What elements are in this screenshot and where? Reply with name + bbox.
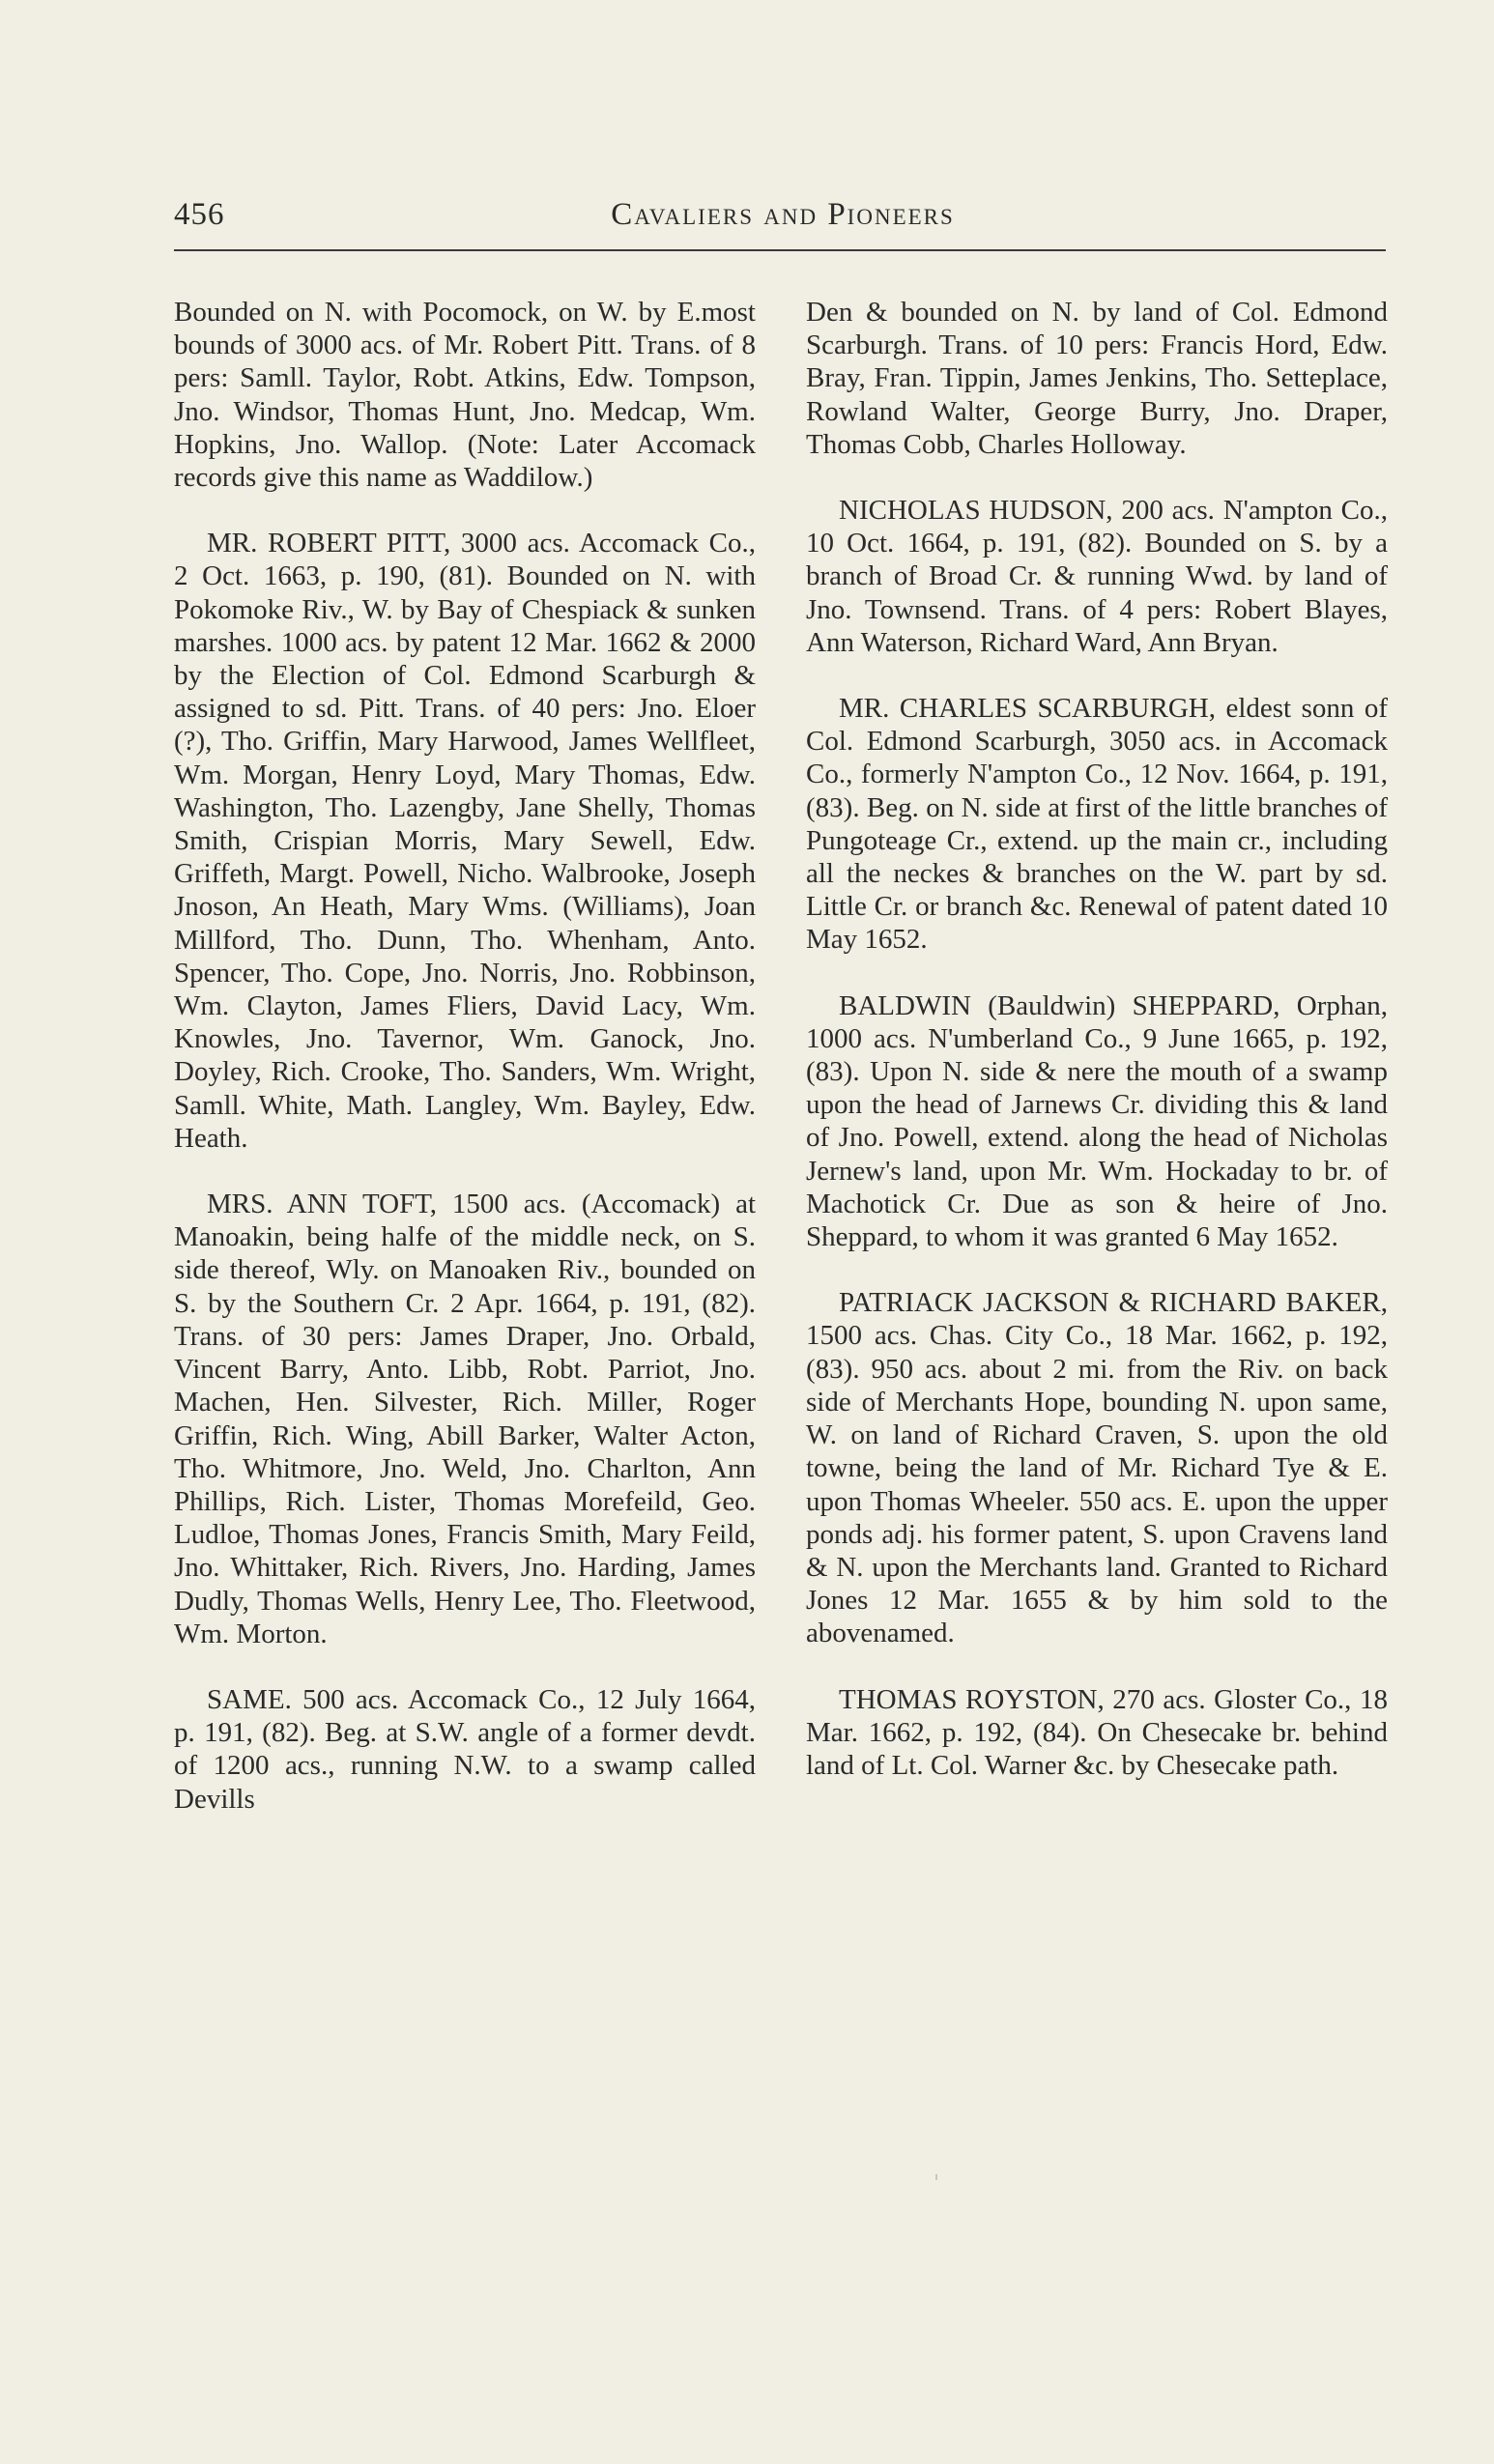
entry-robert-pitt: MR. ROBERT PITT, 3000 acs. Accomack Co., 2 Oct. 1663, p. 190, (81). Bounded on N. with Pokomoke Riv., W. by Bay of Chespiack & sunken marshes. 1000 acs. by patent 12 Mar. 1662 & 2000 by the Election of Col. Edmond Scarburgh & assigned to sd. Pitt. Trans. of 40 pers: Jno. Eloer (?), Tho. Griffin, Mary Harwood, James Wellfleet, Wm. Morgan, Henry Loyd, Mary Thomas, Edw. Washington, Tho. Lazengby, Jane Shelly, Thomas Smith, Crispian Morris, Mary Sewell, Edw. Griffeth, Margt. Powell, Nicho. Walbrooke, Joseph Jnoson, An Heath, Mary Wms. (Williams), Joan Millford, Tho. Dunn, Tho. Whenham, Anto. Spencer, Tho. Cope, Jno. Norris, Jno. Robbinson, Wm. Clayton, James Fliers, David Lacy, Wm. Knowles, Jno. Tavernor, Wm. Ganock, Jno. Doyley, Rich. Crooke, Tho. Sanders, Wm. Wright, Samll. White, Math. Langley, Wm. Bayley, Edw. Heath. — [174, 528, 756, 1154]
right-column — [806, 296, 1388, 1815]
entry-charles-scarburgh: MR. CHARLES SCARBURGH, eldest sonn of Col. Edmond Scarburgh, 3050 acs. in Accomack Co., formerly N'ampton Co., 12 Nov. 1664, p. 191, (83). Beg. on N. side at first of the little branches of Pungoteage Cr., extend. up the main cr., including all the neckes & branches on the W. part by sd. Little Cr. or branch &c. Renewal of patent dated 10 May 1652. — [806, 693, 1388, 956]
header-rule — [174, 249, 1386, 251]
entry-same: SAME. 500 acs. Accomack Co., 12 July 1664, p. 191, (82). Beg. at S.W. angle of a former devdt. of 1200 acs., running N.W. to a swamp called Devills — [174, 1683, 756, 1815]
entry-thomas-royston: THOMAS ROYSTON, 270 acs. Gloster Co., 18 Mar. 1662, p. 192, (84). On Chesecake br. behind land of Lt. Col. Warner &c. by Chesecake path. — [806, 1683, 1388, 1781]
page-mark — [935, 2174, 937, 2180]
entry-continuation-right: Den & bounded on N. by land of Col. Edmond Scarburgh. Trans. of 10 pers: Francis Hord, Edw. Bray, Fran. Tippin, James Jenkins, Tho. Setteplace, Rowland Walter, George Burry, Jno. Draper, Thomas Cobb, Charles Holloway. — [806, 297, 1388, 460]
entry-continuation: Bounded on N. with Pocomock, on W. by E.most bounds of 3000 acs. of Mr. Robert Pitt. Trans. of 8 pers: Samll. Taylor, Robt. Atkins, Edw. Tompson, Jno. Windsor, Thomas Hunt, Jno. Medcap, Wm. Hopkins, Jno. Wallop. (Note: Later Accomack records give this name as Waddilow.) — [174, 297, 756, 494]
entry-baldwin-sheppard: BALDWIN (Bauldwin) SHEPPARD, Orphan, 1000 acs. N'umberland Co., 9 June 1665, p. 192, (83). Upon N. side & nere the mouth of a swamp upon the head of Jarnews Cr. dividing this & land of Jno. Powell, extend. along the head of Nicholas Jernew's land, upon Mr. Wm. Hockaday to br. of Machotick Cr. Due as son & heire of Jno. Sheppard, to whom it was granted 6 May 1652. — [806, 989, 1388, 1253]
page-number: 456 — [174, 197, 225, 232]
entry-nicholas-hudson: NICHOLAS HUDSON, 200 acs. N'ampton Co., 10 Oct. 1664, p. 191, (82). Bounded on S. by a branch of Broad Cr. & running Wwd. by land of Jno. Townsend. Trans. of 4 pers: Robert Blayes, Ann Waterson, Richard Ward, Ann Bryan. — [806, 495, 1388, 658]
entry-patriack-jackson: PATRIACK JACKSON & RICHARD BAKER, 1500 acs. Chas. City Co., 18 Mar. 1662, p. 192, (83). 950 acs. about 2 mi. from the Riv. on back side of Merchants Hope, bounding N. upon same, W. on land of Richard Craven, S. upon the old towne, being the land of Mr. Richard Tye & E. upon Thomas Wheeler. 550 acs. E. upon the upper ponds adj. his former patent, S. upon Cravens land & N. upon the Merchants land. Granted to Richard Jones 12 Mar. 1655 & by him sold to the abovenamed. — [806, 1287, 1388, 1649]
running-title: Cavaliers and Pioneers — [611, 197, 955, 232]
entry-ann-toft: MRS. ANN TOFT, 1500 acs. (Accomack) at Manoakin, being halfe of the middle neck, on S. side thereof, Wly. on Manoaken Riv., bounded on S. by the Southern Cr. 2 Apr. 1664, p. 191, (82). Trans. of 30 pers: James Draper, Jno. Orbald, Vincent Barry, Anto. Libb, Robt. Parriot, Jno. Machen, Hen. Silvester, Rich. Miller, Roger Griffin, Rich. Wing, Abill Barker, Walter Acton, Tho. Whitmore, Jno. Weld, Jno. Charlton, Ann Phillips, Rich. Lister, Thomas Morefeild, Geo. Ludloe, Thomas Jones, Francis Smith, Mary Feild, Jno. Whittaker, Rich. Rivers, Jno. Harding, James Dudly, Thomas Wells, Henry Lee, Tho. Fleetwood, Wm. Morton. — [174, 1189, 756, 1649]
left-column — [174, 296, 756, 1848]
page-header — [174, 197, 1386, 244]
